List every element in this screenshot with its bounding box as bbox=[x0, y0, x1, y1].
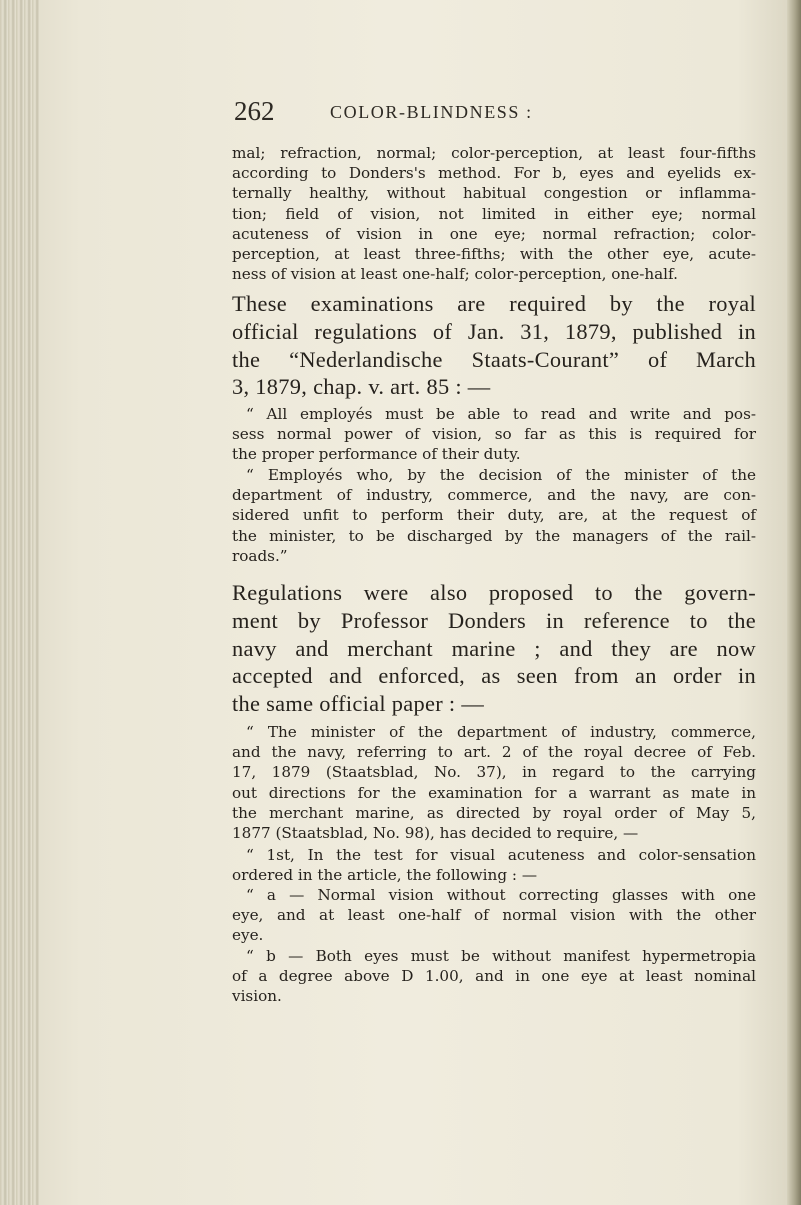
text-line: and the navy, referring to art. 2 of the royal decree of Feb. bbox=[232, 743, 756, 762]
text-line: eye, and at least one-half of normal vision with the other bbox=[232, 906, 756, 925]
quote-1 bbox=[232, 404, 756, 465]
text-line: sess normal power of vision, so far as this is required for bbox=[232, 425, 756, 444]
paragraph-2 bbox=[232, 290, 756, 401]
text-line: mal; refraction, normal; color-perception, at least four-fifths bbox=[232, 144, 756, 162]
text-line: “ Employés who, by the decision of the minister of the bbox=[246, 466, 756, 484]
text-line: department of industry, commerce, and the navy, are con- bbox=[232, 486, 756, 505]
page-number: 262 bbox=[234, 96, 275, 126]
text-line: accepted and enforced, as seen from an order in bbox=[232, 663, 756, 689]
text-line: These examinations are required by the royal bbox=[232, 291, 756, 316]
text-line: the “Nederlandische Staats-Courant” of March bbox=[232, 346, 756, 372]
text-line: the same official paper : — bbox=[232, 691, 485, 717]
quote-4 bbox=[232, 845, 756, 885]
text-line: ment by Professor Donders in reference to the bbox=[232, 607, 756, 633]
text-line: tion; field of vision, not limited in either eye; normal bbox=[232, 204, 756, 223]
text-line: of a degree above D 1.00, and in one eye at least nominal bbox=[232, 967, 756, 986]
text-line: 1877 (Staatsblad, No. 98), has decided to require, — bbox=[232, 824, 639, 843]
text-line: out directions for the examination for a warrant as mate in bbox=[232, 783, 756, 802]
text-line: ordered in the article, the following : — bbox=[232, 866, 538, 885]
text-line: “ b — Both eyes must be without manifest hypermetropia bbox=[246, 947, 756, 965]
text-line: official regulations of Jan. 31, 1879, published in bbox=[232, 318, 756, 344]
text-line: navy and merchant marine ; and they are now bbox=[232, 635, 756, 661]
text-line: “ The minister of the department of industry, commerce, bbox=[246, 723, 756, 741]
quote-2 bbox=[232, 465, 756, 566]
text-line: ness of vision at least one-half; color-perception, one-half. bbox=[232, 265, 678, 284]
text-line: perception, at least three-fifths; with the other eye, acute- bbox=[232, 245, 756, 264]
text-line: sidered unfit to perform their duty, are, at the request of bbox=[232, 506, 756, 525]
running-head: COLOR-BLINDNESS : bbox=[330, 102, 533, 122]
text-line: “ a — Normal vision without correcting glasses with one bbox=[246, 886, 756, 904]
text-line: roads.” bbox=[232, 546, 288, 565]
text-line: eye. bbox=[232, 926, 264, 945]
text-line: ternally healthy, without habitual congestion or inflamma- bbox=[232, 184, 756, 203]
text-line: the proper performance of their duty. bbox=[232, 445, 521, 464]
text-line: “ All employés must be able to read and write and pos- bbox=[246, 405, 756, 423]
text-line: 3, 1879, chap. v. art. 85 : — bbox=[232, 374, 491, 400]
paragraph-1 bbox=[232, 143, 756, 284]
text-line: according to Donders's method. For b, eyes and eyelids ex- bbox=[232, 164, 756, 183]
quote-5 bbox=[232, 885, 756, 946]
text-line: Regulations were also proposed to the govern- bbox=[232, 580, 756, 605]
page-header bbox=[0, 98, 801, 128]
paragraph-3 bbox=[232, 579, 756, 718]
book-binding-shadow bbox=[0, 0, 40, 1205]
quote-3 bbox=[232, 722, 756, 843]
text-line: vision. bbox=[232, 987, 282, 1006]
page-edge-shadow bbox=[787, 0, 801, 1205]
text-line: 17, 1879 (Staatsblad, No. 37), in regard to the carrying bbox=[232, 763, 756, 782]
text-line: acuteness of vision in one eye; normal refraction; color- bbox=[232, 224, 756, 243]
text-line: the merchant marine, as directed by royal order of May 5, bbox=[232, 803, 756, 822]
quote-6 bbox=[232, 946, 756, 1007]
text-line: the minister, to be discharged by the managers of the rail- bbox=[232, 526, 756, 545]
text-line: “ 1st, In the test for visual acuteness and color-sensation bbox=[246, 846, 756, 864]
